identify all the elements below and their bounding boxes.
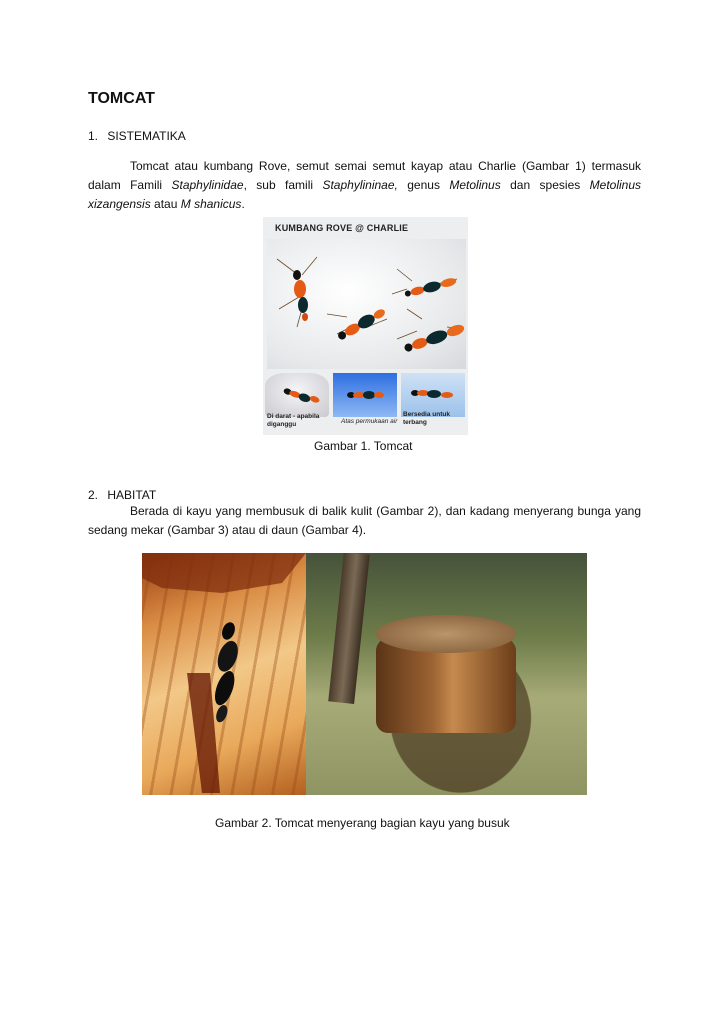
document-title: TOMCAT xyxy=(88,90,155,107)
beetle-on-ground-photo xyxy=(265,373,329,417)
italic-term: Staphylinidae xyxy=(171,178,244,192)
text-run: genus xyxy=(397,178,450,192)
habitat-paragraph xyxy=(88,502,641,540)
text-run: , sub famili xyxy=(243,178,323,192)
section-heading-habitat xyxy=(88,488,156,502)
stump-top xyxy=(376,615,516,653)
figure-1-label-water: Atas permukaan air xyxy=(341,418,398,425)
section-title: SISTEMATIKA xyxy=(107,129,186,143)
figure-1-label-ground: Di darat - apabila diganggu xyxy=(267,413,320,428)
figure-2-caption: Gambar 2. Tomcat menyerang bagian kayu yang busuk xyxy=(215,816,510,830)
figure-1-caption: Gambar 1. Tomcat xyxy=(314,439,413,453)
section-title: HABITAT xyxy=(107,488,157,502)
beetle-on-water-photo xyxy=(333,373,397,417)
italic-term: Metolinus xizangensis xyxy=(88,178,642,211)
italic-term: Metolinus xyxy=(449,178,501,192)
text-run: dan spesies xyxy=(500,178,590,192)
section-number: 1. xyxy=(88,129,99,143)
figure-1-header: KUMBANG ROVE @ CHARLIE xyxy=(275,223,409,233)
habitat-text: Berada di kayu yang membusuk di balik kulit (Gambar 2), dan kadang menyerang bunga yang sedang mekar (Gambar 3) atau di daun (Gambar 4). xyxy=(88,504,641,537)
rotting-wood-photo xyxy=(142,553,306,795)
figure-1-label-fly: Bersedia untuk terbang xyxy=(403,411,450,426)
tree-stump-photo xyxy=(306,553,587,795)
section-number: 2. xyxy=(88,488,99,502)
tree-trunk xyxy=(328,553,370,704)
sistematika-paragraph xyxy=(88,157,641,214)
italic-term: M shanicus xyxy=(180,197,242,211)
text-run: Tomcat atau kumbang Rove, semut semai semut kayap atau Charlie (Gambar 1) termasuk dalam Famili xyxy=(88,159,641,192)
figure-2-image xyxy=(142,553,587,795)
section-heading-sistematika xyxy=(88,129,186,143)
rove-beetles-photo xyxy=(267,239,466,369)
text-run: . xyxy=(241,197,245,211)
italic-term: Staphylininae, xyxy=(322,178,398,192)
figure-1-image xyxy=(263,217,468,435)
text-run: atau xyxy=(150,197,181,211)
